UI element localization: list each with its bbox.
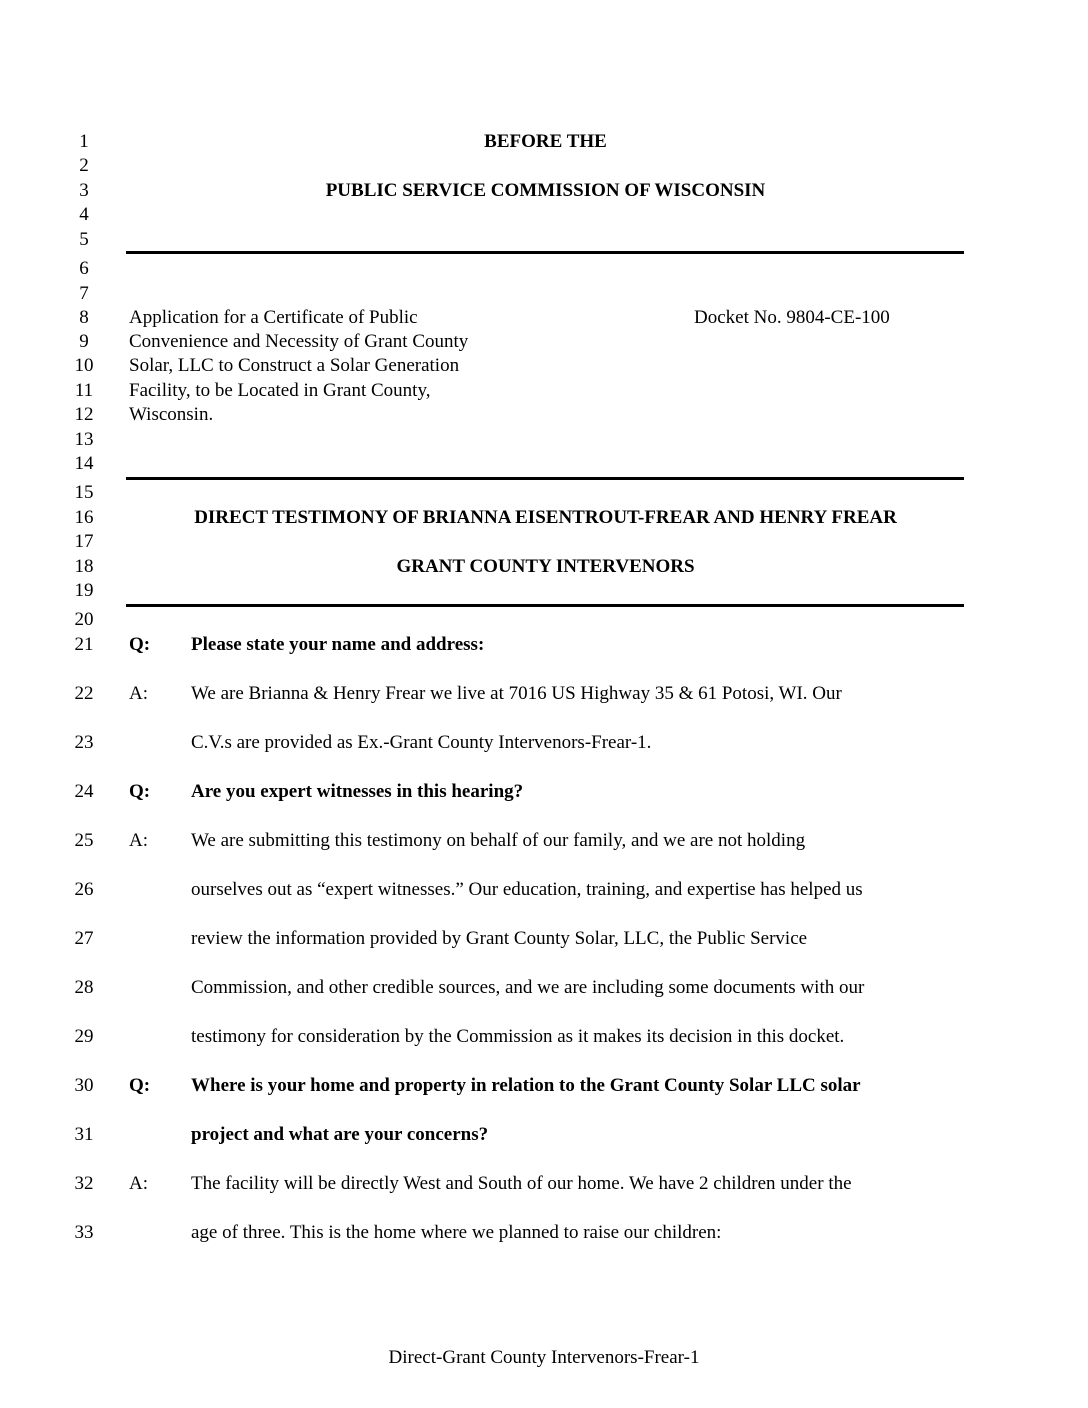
caption-before: BEFORE THE <box>484 131 607 152</box>
testimony-title: DIRECT TESTIMONY OF BRIANNA EISENTROUT-FREAR AND HENRY FREAR <box>194 507 897 528</box>
line-number: 14 <box>74 453 94 474</box>
answer-text: ourselves out as “expert witnesses.” Our education, training, and expertise has helped us <box>191 879 863 900</box>
line-number: 26 <box>74 879 94 900</box>
question-text: project and what are your concerns? <box>191 1124 489 1145</box>
line-number: 28 <box>74 977 94 998</box>
line-number: 24 <box>74 781 94 802</box>
line-number: 3 <box>79 180 89 201</box>
line-number: 10 <box>74 355 94 376</box>
line-number: 4 <box>79 204 89 225</box>
line-number: 8 <box>79 307 89 328</box>
line-number: 33 <box>74 1222 94 1243</box>
application-line: Application for a Certificate of Public <box>129 307 418 328</box>
application-line: Convenience and Necessity of Grant County <box>129 331 469 352</box>
answer-text: review the information provided by Grant County Solar, LLC, the Public Service <box>191 928 808 949</box>
question-label: Q: <box>129 1075 151 1096</box>
line-number: 13 <box>74 429 94 450</box>
page-footer: Direct-Grant County Intervenors-Frear-1 <box>388 1347 700 1368</box>
question-text: Please state your name and address: <box>191 634 485 655</box>
line-number: 32 <box>74 1173 94 1194</box>
divider <box>126 251 964 254</box>
line-number: 30 <box>74 1075 94 1096</box>
line-number: 2 <box>79 155 89 176</box>
answer-text: The facility will be directly West and South of our home. We have 2 children under the <box>191 1173 852 1194</box>
answer-text: testimony for consideration by the Commission as it makes its decision in this docket. <box>191 1026 845 1047</box>
line-number: 22 <box>74 683 94 704</box>
line-number: 19 <box>74 580 94 601</box>
answer-text: Commission, and other credible sources, and we are including some documents with our <box>191 977 865 998</box>
line-number: 6 <box>79 258 89 279</box>
question-text: Where is your home and property in relation to the Grant County Solar LLC solar <box>191 1075 861 1096</box>
line-number: 5 <box>79 229 89 250</box>
line-number: 31 <box>74 1124 94 1145</box>
answer-text: C.V.s are provided as Ex.-Grant County Intervenors-Frear-1. <box>191 732 652 753</box>
line-number: 18 <box>74 556 94 577</box>
line-number: 20 <box>74 609 94 630</box>
question-label: Q: <box>129 634 151 655</box>
application-line: Facility, to be Located in Grant County, <box>129 380 431 401</box>
line-number: 9 <box>79 331 89 352</box>
answer-text: We are submitting this testimony on behalf of our family, and we are not holding <box>191 830 806 851</box>
caption-commission: PUBLIC SERVICE COMMISSION OF WISCONSIN <box>325 180 766 201</box>
line-number: 25 <box>74 830 94 851</box>
party-title: GRANT COUNTY INTERVENORS <box>396 556 695 577</box>
line-number: 12 <box>74 404 94 425</box>
line-number: 7 <box>79 283 89 304</box>
line-number: 21 <box>74 634 94 655</box>
line-number: 23 <box>74 732 94 753</box>
answer-label: A: <box>129 830 148 851</box>
application-line: Solar, LLC to Construct a Solar Generation <box>129 355 460 376</box>
line-number: 29 <box>74 1026 94 1047</box>
line-number: 1 <box>79 131 89 152</box>
line-number: 16 <box>74 507 94 528</box>
answer-text: age of three. This is the home where we planned to raise our children: <box>191 1222 722 1243</box>
answer-label: A: <box>129 1173 148 1194</box>
divider <box>126 477 964 480</box>
line-number: 17 <box>74 531 94 552</box>
question-text: Are you expert witnesses in this hearing? <box>191 781 524 802</box>
line-number: 11 <box>74 380 94 401</box>
line-number: 15 <box>74 482 94 503</box>
question-label: Q: <box>129 781 151 802</box>
answer-text: We are Brianna & Henry Frear we live at 7016 US Highway 35 & 61 Potosi, WI. Our <box>191 683 842 704</box>
docket-number: Docket No. 9804-CE-100 <box>694 307 890 328</box>
line-number: 27 <box>74 928 94 949</box>
application-line: Wisconsin. <box>129 404 214 425</box>
answer-label: A: <box>129 683 148 704</box>
divider <box>126 604 964 607</box>
